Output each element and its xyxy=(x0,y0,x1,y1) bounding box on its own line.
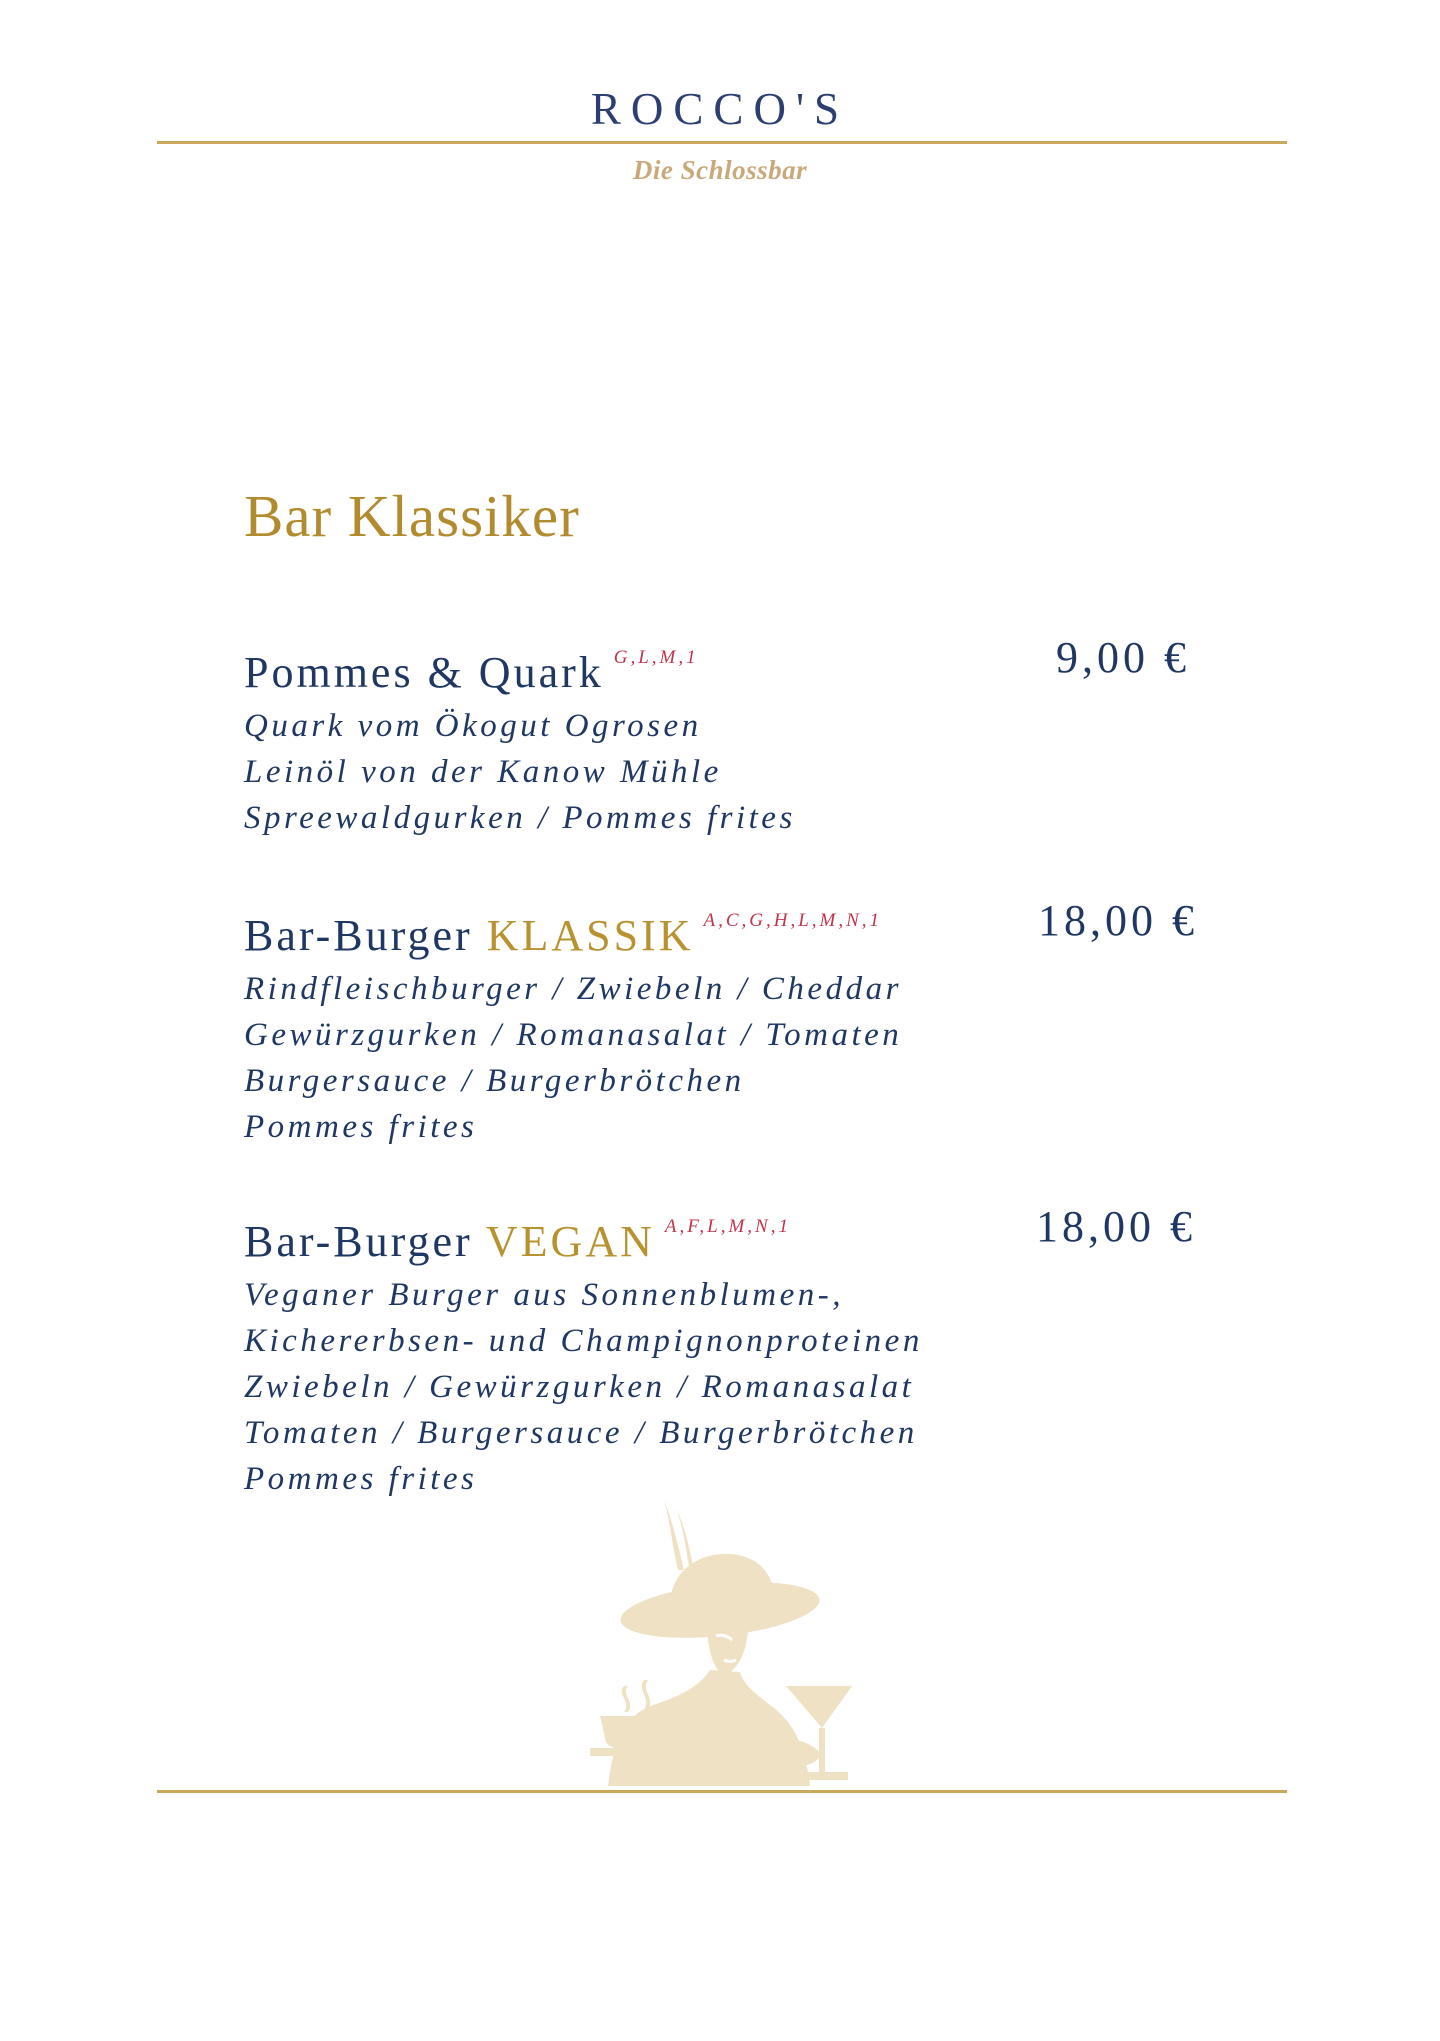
brand-subtitle: Die Schlossbar xyxy=(632,155,808,185)
description-line: Rindfleischburger / Zwiebeln / Cheddar xyxy=(244,971,902,1007)
menu-item-price: 9,00 € xyxy=(1056,633,1190,682)
description-line: Pommes frites xyxy=(244,1109,478,1145)
menu-item-price: 18,00 € xyxy=(1038,896,1198,945)
menu-item xyxy=(244,1197,1204,1502)
menu-item-variant: KLASSIK xyxy=(486,911,694,960)
menu-item-description xyxy=(244,703,1204,841)
footer-divider xyxy=(157,1790,1287,1793)
menu-item-description xyxy=(244,966,1204,1150)
menu-item-title: Bar-Burger xyxy=(244,911,473,960)
menu-item xyxy=(244,628,1204,841)
menu-item-description xyxy=(244,1272,1204,1502)
header-divider xyxy=(157,141,1287,144)
menu-item xyxy=(244,891,1204,1150)
menu-item-price: 18,00 € xyxy=(1036,1202,1196,1251)
description-line: Quark vom Ökogut Ogrosen xyxy=(244,708,702,744)
section-title: Bar Klassiker xyxy=(244,483,580,549)
description-line: Leinöl von der Kanow Mühle xyxy=(244,754,722,790)
description-line: Veganer Burger aus Sonnenblumen-, xyxy=(244,1277,845,1313)
description-line: Zwiebeln / Gewürzgurken / Romanasalat xyxy=(244,1369,915,1405)
description-line: Gewürzgurken / Romanasalat / Tomaten xyxy=(244,1017,903,1053)
menu-item-allergens: A,C,G,H,L,M,N,1 xyxy=(703,910,883,931)
menu-item-allergens: A,F,L,M,N,1 xyxy=(664,1216,791,1237)
menu-item-title: Pommes & Quark xyxy=(244,648,604,697)
menu-item-allergens: G,L,M,1 xyxy=(613,647,699,668)
description-line: Kichererbsen- und Champignonproteinen xyxy=(244,1323,923,1359)
menu-item-title: Bar-Burger xyxy=(244,1217,473,1266)
description-line: Burgersauce / Burgerbrötchen xyxy=(244,1063,745,1099)
description-line: Tomaten / Burgersauce / Burgerbrötchen xyxy=(244,1415,918,1451)
lady-illustration-icon xyxy=(560,1490,880,1790)
menu-item-variant: VEGAN xyxy=(485,1217,655,1266)
description-line: Spreewaldgurken / Pommes frites xyxy=(244,800,796,836)
description-line: Pommes frites xyxy=(244,1461,478,1497)
brand-logo-text: ROCCO'S xyxy=(590,84,850,134)
